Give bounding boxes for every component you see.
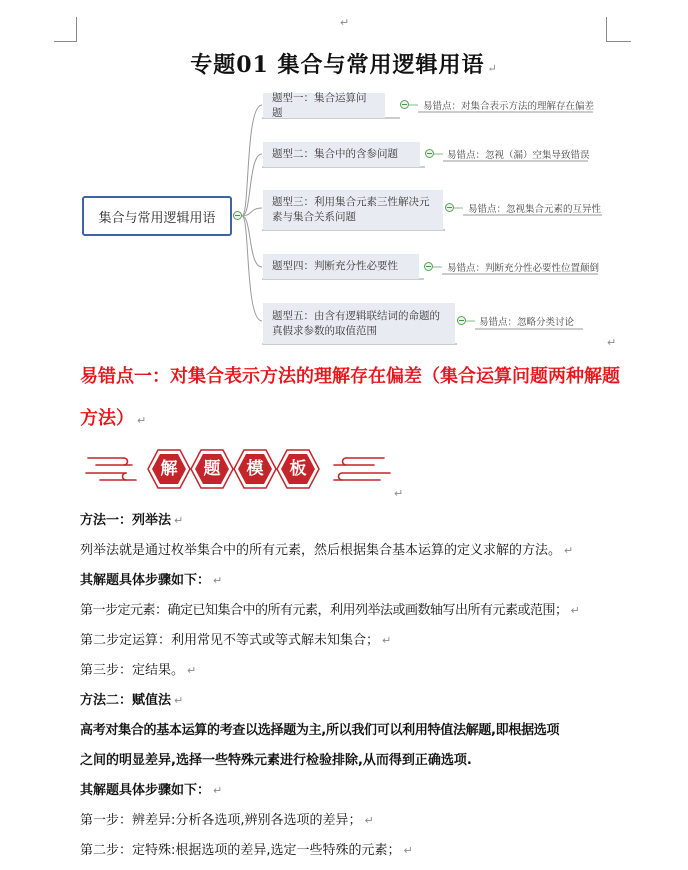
mind-map-note: 易错点：忽视集合元素的互异性 xyxy=(468,204,602,215)
banner-badge xyxy=(233,447,277,491)
mind-map-note: 易错点：对集合表示方法的理解存在偏差 xyxy=(423,101,595,112)
paragraph-mark: ↵ xyxy=(174,514,184,527)
body-paragraph xyxy=(80,809,640,828)
paragraph-mark: ↵ xyxy=(340,16,350,29)
paragraph-mark: ↵ xyxy=(382,634,392,647)
paragraph-mark: ↵ xyxy=(394,487,404,500)
body-text: 第二步：定特殊:根据选项的差异,选定一些特殊的元素； xyxy=(80,843,401,858)
mind-map-note: 易错点：忽略分类讨论 xyxy=(479,317,575,328)
body-paragraph xyxy=(80,659,640,678)
mind-map-node: 题型一：集合运算问题 xyxy=(263,93,385,118)
banner-badge xyxy=(147,447,191,491)
body-text: 高考对集合的基本运算的考查以选择题为主,所以我们可以利用特值法解题,即根据选项 xyxy=(80,723,560,738)
paragraph-mark: ↵ xyxy=(213,784,223,797)
mind-map-note: 易错点：判断充分性必要性位置颠倒 xyxy=(447,263,600,274)
mind-map-node: 题型五：由含有逻辑联结词的命题的真假求参数的取值范围 xyxy=(263,303,455,344)
body-paragraph xyxy=(80,539,640,558)
body-text: 第三步：定结果。 xyxy=(80,663,185,678)
steps-heading xyxy=(80,569,640,588)
paragraph-mark: ↵ xyxy=(364,814,374,827)
banner-badge xyxy=(190,447,234,491)
collapse-toggle-icon[interactable] xyxy=(424,262,433,271)
page-title-text: 专题01 集合与常用逻辑用语 xyxy=(190,52,485,78)
method-title xyxy=(80,689,640,708)
body-paragraph xyxy=(80,629,640,648)
body-paragraph xyxy=(80,839,640,858)
mind-map-node: 题型三：利用集合元素三性解决元素与集合关系问题 xyxy=(263,190,443,230)
collapse-toggle-icon[interactable] xyxy=(457,316,466,325)
method-title-text: 方法一：列举法 xyxy=(80,513,172,528)
paragraph-mark: ↵ xyxy=(403,844,413,857)
steps-heading xyxy=(80,779,640,798)
mind-map-node: 题型二：集合中的含参问题 xyxy=(263,142,420,167)
body-text: 第一步定元素：确定已知集合中的所有元素，利用列举法或画数轴写出所有元素或范围； xyxy=(80,603,568,618)
paragraph-mark: ↵ xyxy=(174,694,184,707)
section-heading-text: 易错点一：对集合表示方法的理解存在偏差（集合运算问题两种解题方法） xyxy=(80,366,620,429)
body-text: 第一步：辨差异:分析各选项,辨别各选项的差异； xyxy=(80,813,362,828)
section-heading xyxy=(80,356,620,442)
paragraph-mark: ↵ xyxy=(570,604,580,617)
mind-map-root: 集合与常用逻辑用语 xyxy=(82,196,232,236)
body-text: 之间的明显差异,选择一些特殊元素进行检验排除,从而得到正确选项. xyxy=(80,753,472,768)
paragraph-mark: ↵ xyxy=(487,62,498,75)
paragraph-mark: ↵ xyxy=(137,414,147,427)
mind-map-node: 题型四：判断充分性必要性 xyxy=(263,254,419,279)
paragraph-mark: ↵ xyxy=(607,336,617,349)
collapse-toggle-icon[interactable] xyxy=(233,211,242,220)
method-title xyxy=(80,509,640,528)
banner-char: 模 xyxy=(246,459,264,479)
method-title-text: 方法二：赋值法 xyxy=(80,693,172,708)
paragraph-mark: ↵ xyxy=(564,544,574,557)
paragraph-mark: ↵ xyxy=(213,574,223,587)
body-text: 列举法就是通过枚举集合中的所有元素，然后根据集合基本运算的定义求解的方法。 xyxy=(80,543,562,558)
collapse-toggle-icon[interactable] xyxy=(445,203,454,212)
collapse-toggle-icon[interactable] xyxy=(425,149,434,158)
body-text: 第二步定运算：利用常见不等式或等式解未知集合； xyxy=(80,633,380,648)
banner-char: 板 xyxy=(289,459,307,479)
steps-heading-text: 其解题具体步骤如下： xyxy=(80,573,211,588)
body-paragraph xyxy=(80,719,640,738)
mind-map-note: 易错点：忽视（漏）空集导致错误 xyxy=(447,150,590,161)
paragraph-mark: ↵ xyxy=(187,664,197,677)
banner-char: 解 xyxy=(160,459,178,479)
body-paragraph xyxy=(80,599,640,618)
collapse-toggle-icon[interactable] xyxy=(400,100,409,109)
template-banner xyxy=(84,447,394,491)
body-paragraph xyxy=(80,749,640,768)
steps-heading-text: 其解题具体步骤如下： xyxy=(80,783,211,798)
banner-char: 题 xyxy=(203,459,221,479)
banner-badge xyxy=(276,447,320,491)
